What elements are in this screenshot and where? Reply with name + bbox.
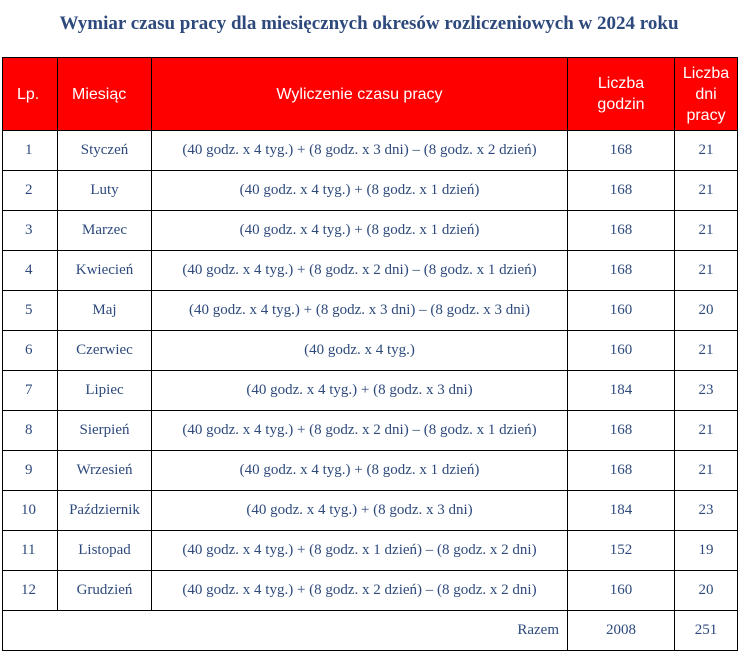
cell-days: 23 (675, 491, 738, 531)
cell-month: Marzec (58, 211, 152, 251)
cell-calculation: (40 godz. x 4 tyg.) + (8 godz. x 3 dni) – (8 godz. x 2 dzień) (152, 131, 568, 171)
total-row (3, 611, 738, 651)
cell-month: Listopad (58, 531, 152, 571)
cell-hours: 160 (568, 331, 675, 371)
table-row (3, 251, 738, 291)
cell-hours: 160 (568, 571, 675, 611)
cell-hours: 168 (568, 171, 675, 211)
cell-month: Styczeń (58, 131, 152, 171)
cell-calculation: (40 godz. x 4 tyg.) + (8 godz. x 1 dzień) (152, 451, 568, 491)
cell-days: 20 (675, 291, 738, 331)
cell-hours: 160 (568, 291, 675, 331)
total-hours: 2008 (568, 611, 675, 651)
cell-hours: 168 (568, 211, 675, 251)
cell-month: Sierpień (58, 411, 152, 451)
cell-lp: 8 (3, 411, 58, 451)
table-body (3, 131, 738, 651)
total-days: 251 (675, 611, 738, 651)
cell-calculation: (40 godz. x 4 tyg.) + (8 godz. x 3 dni) (152, 491, 568, 531)
table-row (3, 331, 738, 371)
cell-lp: 6 (3, 331, 58, 371)
header-days-line3: pracy (686, 106, 726, 124)
cell-days: 20 (675, 571, 738, 611)
table-row (3, 131, 738, 171)
cell-calculation: (40 godz. x 4 tyg.) + (8 godz. x 3 dni) (152, 371, 568, 411)
header-month: Miesiąc (58, 58, 152, 131)
cell-lp: 3 (3, 211, 58, 251)
cell-calculation: (40 godz. x 4 tyg.) + (8 godz. x 3 dni) – (8 godz. x 3 dni) (152, 291, 568, 331)
table-row (3, 531, 738, 571)
total-label: Razem (152, 611, 568, 651)
cell-month: Grudzień (58, 571, 152, 611)
header-days-line1: Liczba (682, 64, 730, 82)
cell-lp: 9 (3, 451, 58, 491)
cell-hours: 152 (568, 531, 675, 571)
cell-lp: 10 (3, 491, 58, 531)
table-row (3, 371, 738, 411)
cell-calculation: (40 godz. x 4 tyg.) + (8 godz. x 1 dzień) – (8 godz. x 2 dni) (152, 531, 568, 571)
cell-days: 21 (675, 451, 738, 491)
cell-calculation: (40 godz. x 4 tyg.) + (8 godz. x 1 dzień) (152, 211, 568, 251)
cell-month: Luty (58, 171, 152, 211)
cell-hours: 184 (568, 491, 675, 531)
cell-hours: 168 (568, 411, 675, 451)
table-row (3, 291, 738, 331)
header-lp: Lp. (3, 58, 58, 131)
cell-days: 21 (675, 251, 738, 291)
cell-days: 23 (675, 371, 738, 411)
table-row (3, 171, 738, 211)
cell-hours: 184 (568, 371, 675, 411)
cell-calculation: (40 godz. x 4 tyg.) + (8 godz. x 2 dni) – (8 godz. x 1 dzień) (152, 411, 568, 451)
cell-calculation: (40 godz. x 4 tyg.) + (8 godz. x 2 dzień) – (8 godz. x 2 dni) (152, 571, 568, 611)
table-row (3, 211, 738, 251)
table-header (3, 58, 738, 131)
header-hours (568, 58, 675, 131)
cell-month: Wrzesień (58, 451, 152, 491)
cell-days: 19 (675, 531, 738, 571)
cell-month: Lipiec (58, 371, 152, 411)
cell-hours: 168 (568, 451, 675, 491)
cell-hours: 168 (568, 251, 675, 291)
work-hours-table (2, 57, 738, 651)
cell-lp: 1 (3, 131, 58, 171)
page-title: Wymiar czasu pracy dla miesięcznych okresów rozliczeniowych w 2024 roku (59, 13, 679, 34)
cell-lp: 2 (3, 171, 58, 211)
cell-month: Czerwiec (58, 331, 152, 371)
cell-hours: 168 (568, 131, 675, 171)
table-row (3, 571, 738, 611)
table-row (3, 451, 738, 491)
header-calculation: Wyliczenie czasu pracy (152, 58, 568, 131)
cell-lp: 4 (3, 251, 58, 291)
header-hours-line2: godzin (597, 96, 645, 113)
cell-lp: 7 (3, 371, 58, 411)
total-blank-cell (3, 611, 152, 651)
cell-lp: 12 (3, 571, 58, 611)
header-days (675, 58, 738, 131)
cell-month: Maj (58, 291, 152, 331)
cell-calculation: (40 godz. x 4 tyg.) (152, 331, 568, 371)
cell-lp: 5 (3, 291, 58, 331)
cell-calculation: (40 godz. x 4 tyg.) + (8 godz. x 2 dni) – (8 godz. x 1 dzień) (152, 251, 568, 291)
cell-month: Październik (58, 491, 152, 531)
cell-days: 21 (675, 331, 738, 371)
cell-lp: 11 (3, 531, 58, 571)
cell-days: 21 (675, 411, 738, 451)
cell-days: 21 (675, 131, 738, 171)
header-row (3, 58, 738, 131)
table-row (3, 491, 738, 531)
cell-days: 21 (675, 211, 738, 251)
header-days-line2: dni (695, 85, 717, 103)
cell-calculation: (40 godz. x 4 tyg.) + (8 godz. x 1 dzień) (152, 171, 568, 211)
table-row (3, 411, 738, 451)
cell-month: Kwiecień (58, 251, 152, 291)
cell-days: 21 (675, 171, 738, 211)
header-hours-line1: Liczba (597, 75, 645, 92)
